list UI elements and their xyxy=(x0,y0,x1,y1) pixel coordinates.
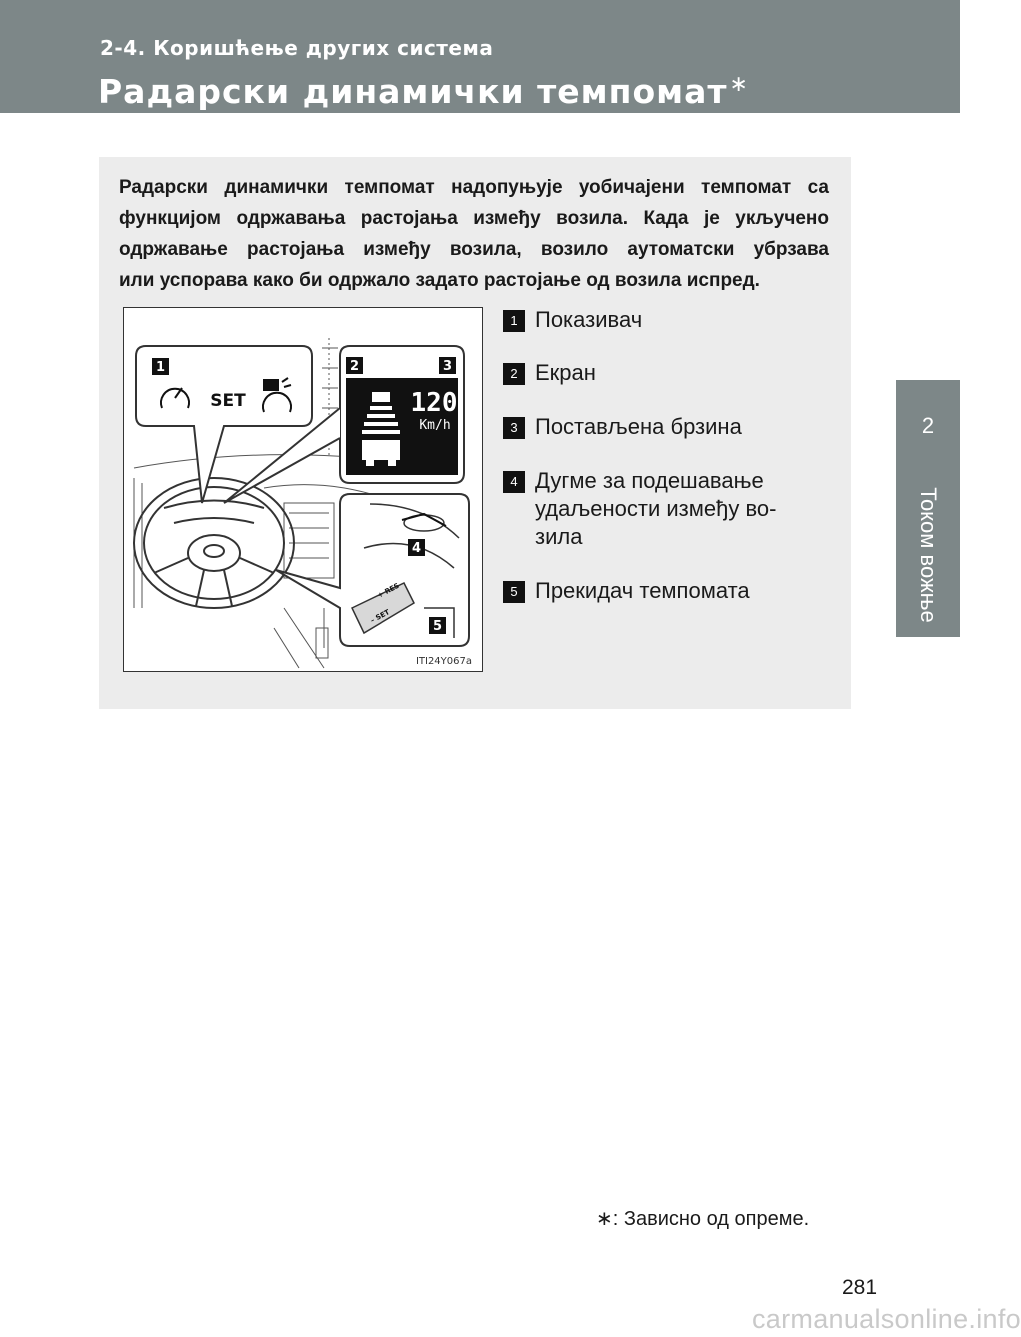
callout-number: 4 xyxy=(411,541,422,556)
set-speed-unit: Km/h xyxy=(419,418,451,433)
callout-number: 2 xyxy=(349,359,360,374)
intro-line: или успорава како би одржало задато растојање од возила испред. xyxy=(119,270,760,291)
page-title xyxy=(98,72,749,111)
steering-wheel xyxy=(134,478,294,608)
chapter-tab-number: 2 xyxy=(896,380,960,472)
figure-code: ITI24Y067a xyxy=(415,656,472,667)
legend-number: 2 xyxy=(503,363,525,385)
legend-number: 5 xyxy=(503,581,525,603)
set-indicator-text: SET xyxy=(210,391,246,411)
site-watermark: carmanualsonline.info xyxy=(752,1304,1021,1334)
legend-text xyxy=(535,467,776,551)
intro-line: Радарски динамички темпомат надопуњује уобичајени темпомат са xyxy=(119,177,829,198)
lever-bubble xyxy=(276,494,469,646)
intro-paragraph xyxy=(119,172,829,296)
legend-text-line: зила xyxy=(535,524,583,549)
lever-label: + RES xyxy=(376,581,401,600)
legend-number: 1 xyxy=(503,310,525,332)
legend-text: Екран xyxy=(535,360,596,385)
lever-label: – SET xyxy=(369,608,392,625)
legend-text: Прекидач темпомата xyxy=(535,578,750,603)
legend-number: 3 xyxy=(503,417,525,439)
footnote: ∗: Зависно од опреме. xyxy=(596,1208,810,1230)
callout-number: 1 xyxy=(155,360,166,375)
title-asterisk: ∗ xyxy=(729,72,749,97)
legend-text: Показивач xyxy=(535,307,643,332)
dashboard-drawing xyxy=(124,308,482,671)
intro-line: одржавање растојања између возила, возило аутоматски убрзава xyxy=(119,239,829,260)
content-box xyxy=(99,157,851,709)
page-number: 281 xyxy=(842,1276,878,1299)
legend-text: Постављена брзина xyxy=(535,414,742,439)
dashboard-illustration xyxy=(123,307,483,672)
legend-number: 4 xyxy=(503,471,525,493)
legend-text-line: Дугме за подешавање xyxy=(535,468,764,493)
page-title-text: Радарски динамички темпомат xyxy=(98,72,728,111)
callout-number: 3 xyxy=(442,359,453,374)
section-heading: 2-4. Коришћење других система xyxy=(100,36,494,60)
chapter-tab-label-text: Током вожње xyxy=(916,486,941,623)
callout-number: 5 xyxy=(432,619,443,634)
page-header xyxy=(0,0,960,113)
chapter-tab-label xyxy=(896,472,960,637)
set-speed-value: 120 xyxy=(410,388,458,418)
legend-text-line: удаљености између во- xyxy=(535,496,777,521)
intro-line: функцијом одржавања растојања између возила. Када је укључено xyxy=(119,208,829,229)
